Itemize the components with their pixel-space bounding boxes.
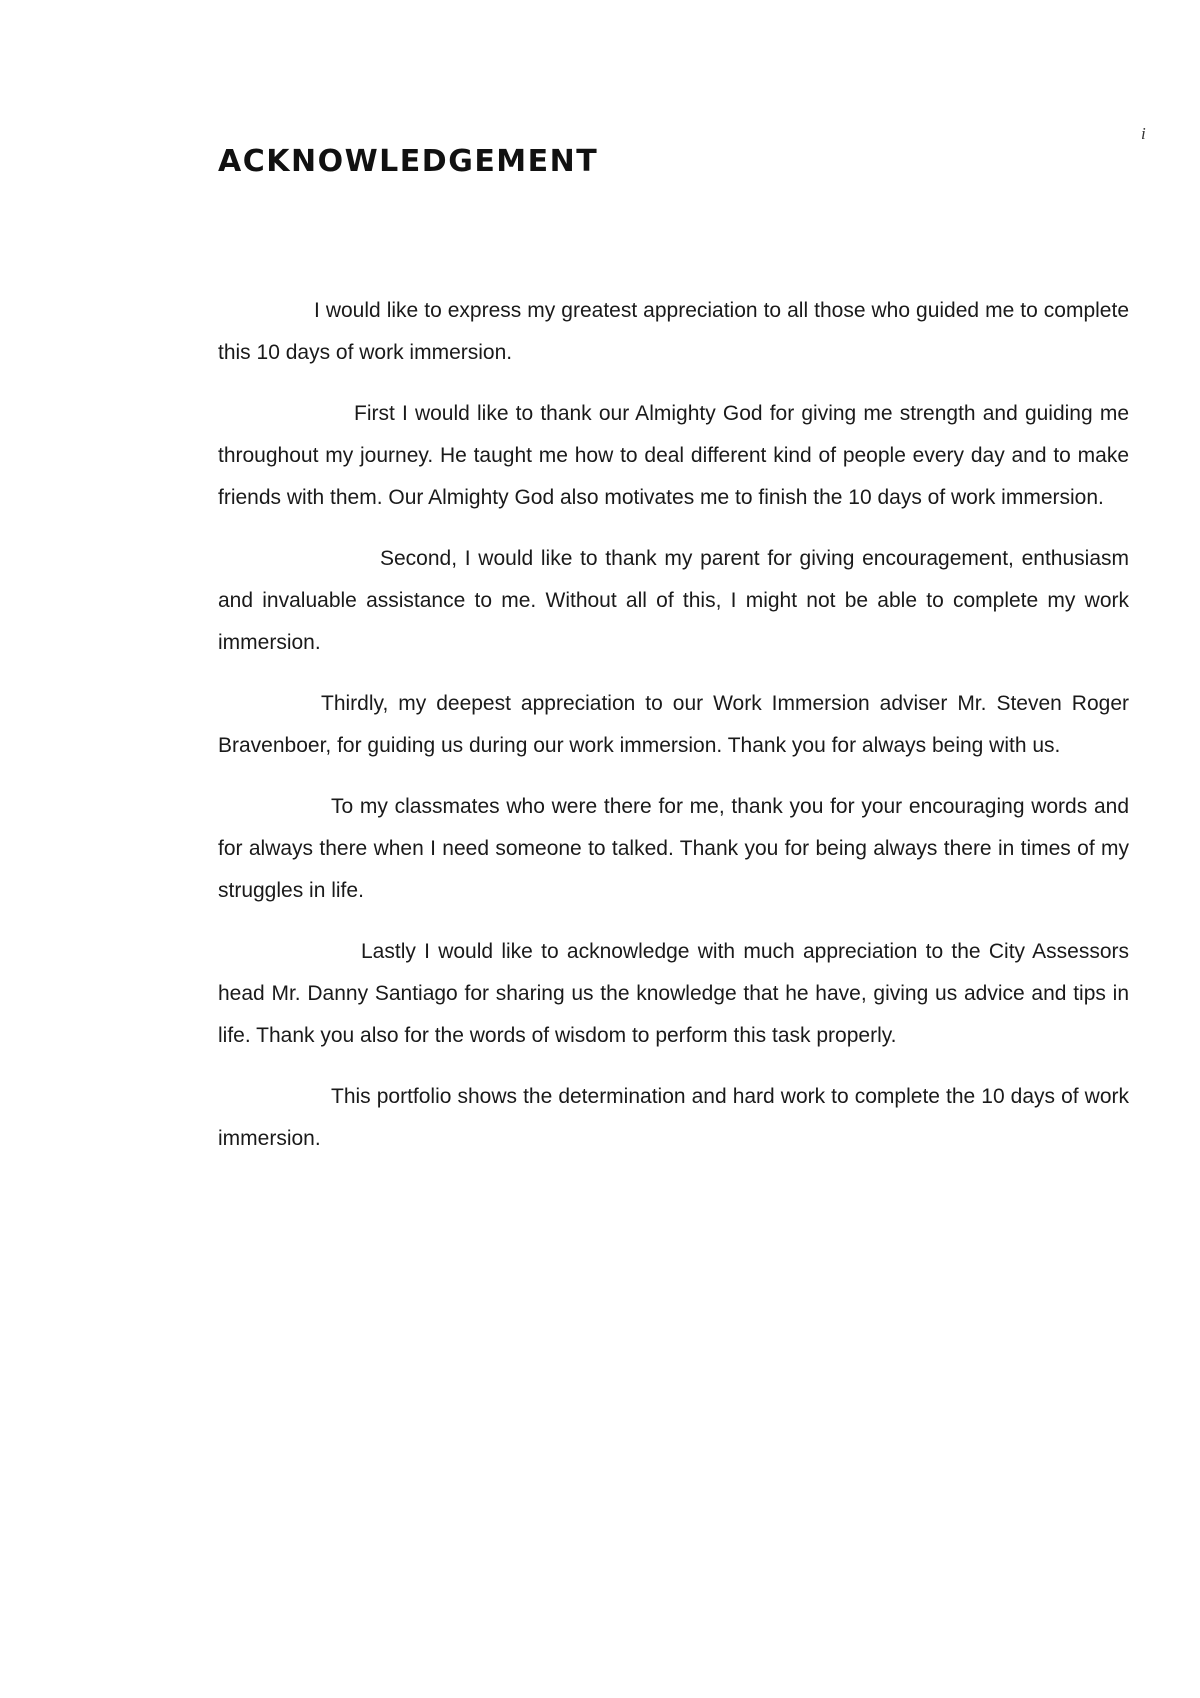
- paragraph-god: First I would like to thank our Almighty God for giving me strength and guiding me throughout my journey. He taught me how to deal different kind of people every day and to make friends with them. Our Almighty God also motivates me to finish the 10 days of work immersion.: [218, 402, 1129, 509]
- paragraph-assessor: Lastly I would like to acknowledge with much appreciation to the City Assessors head Mr. Danny Santiago for sharing us the knowledge that he have, giving us advice and tips in life. Thank you also for the words of wisdom to perform this task properly.: [218, 940, 1129, 1047]
- paragraph-adviser: Thirdly, my deepest appreciation to our Work Immersion adviser Mr. Steven Roger Bravenboer, for guiding us during our work immersion. Thank you for always being with us.: [218, 692, 1129, 757]
- page-number: i: [1141, 124, 1146, 143]
- page-title: ACKNOWLEDGEMENT: [218, 144, 599, 179]
- document-body: [218, 290, 1129, 1179]
- paragraph-conclusion: This portfolio shows the determination and hard work to complete the 10 days of work immersion.: [218, 1085, 1129, 1150]
- paragraph-intro: I would like to express my greatest appreciation to all those who guided me to complete this 10 days of work immersion.: [218, 299, 1129, 364]
- paragraph-classmates: To my classmates who were there for me, thank you for your encouraging words and for always there when I need someone to talked. Thank you for being always there in times of my struggles in life.: [218, 795, 1129, 902]
- paragraph-parent: Second, I would like to thank my parent for giving encouragement, enthusiasm and invaluable assistance to me. Without all of this, I might not be able to complete my work immersion.: [218, 547, 1129, 654]
